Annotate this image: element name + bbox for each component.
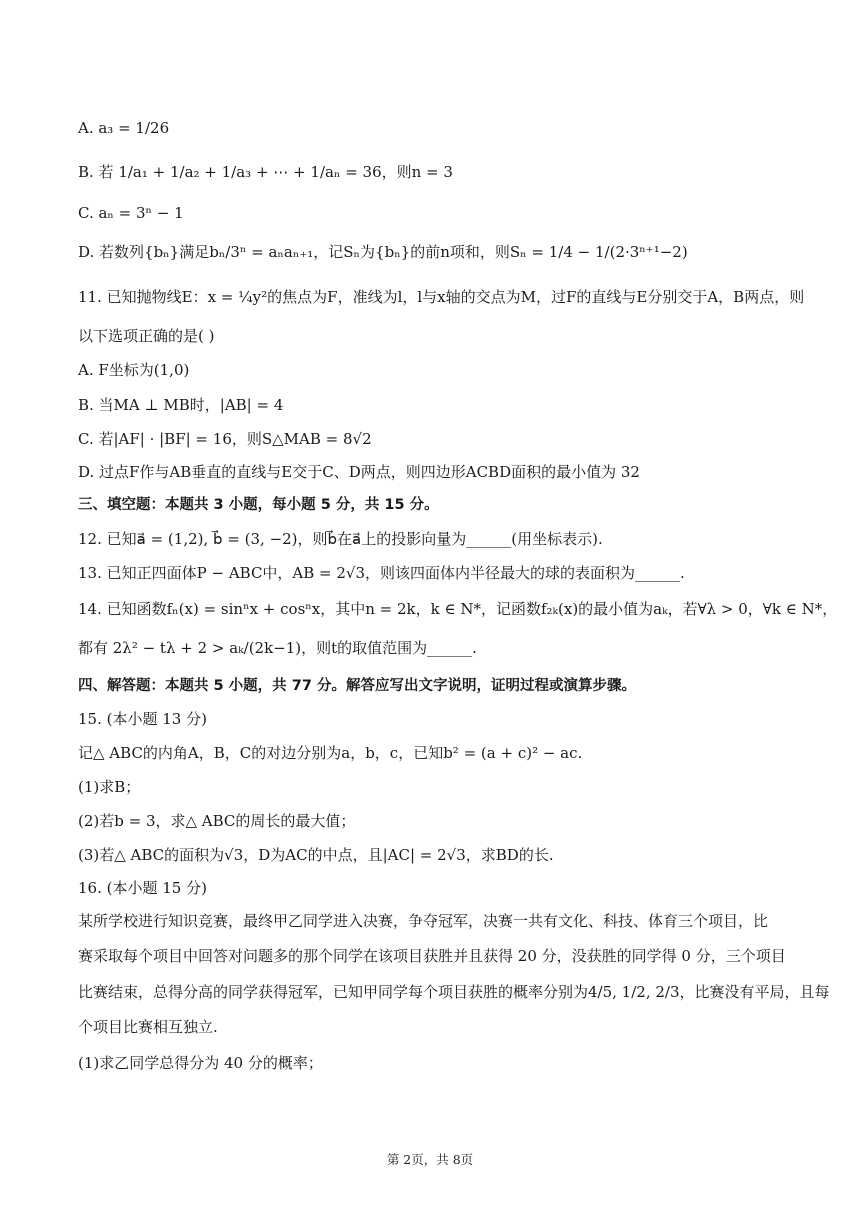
option-11c: C. 若|AF| · |BF| = 16，则S△MAB = 8√2: [78, 430, 372, 448]
question-16-stem-1: 某所学校进行知识竞赛，最终甲乙同学进入决赛，争夺冠军，决赛一共有文化、科技、体育三个项目，比: [78, 912, 769, 930]
question-12: 12. 已知a⃗ = (1,2), b⃗ = (3, −2)，则b⃗在a⃗上的投影向量为______(用坐标表示).: [78, 530, 603, 548]
option-11a: A. F坐标为(1,0): [78, 361, 190, 379]
question-14: 14. 已知函数fₙ(x) = sinⁿx + cosⁿx，其中n = 2k，k ∈ N*，记函数f₂ₖ(x)的最小值为aₖ，若∀λ > 0，∀k ∈ N*，: [78, 600, 838, 618]
question-16-stem-3: 比赛结束，总得分高的同学获得冠军，已知甲同学每个项目获胜的概率分别为4/5, 1/2, 2/3，比赛没有平局，且每: [78, 983, 830, 1001]
question-16-header: 16. (本小题 15 分): [78, 879, 207, 897]
question-15-header: 15. (本小题 13 分): [78, 710, 207, 728]
option-11d: D. 过点F作与AB垂直的直线与E交于C、D两点，则四边形ACBD面积的最小值为 32: [78, 463, 640, 481]
question-14-cont: 都有 2λ² − tλ + 2 > aₖ/(2k−1)，则t的取值范围为______.: [78, 639, 477, 657]
question-15-part2: (2)若b = 3，求△ ABC的周长的最大值；: [78, 812, 356, 830]
section-3-heading: 三、填空题：本题共 3 小题，每小题 5 分，共 15 分。: [78, 497, 439, 513]
question-11-stem-cont: 以下选项正确的是( ): [78, 327, 215, 345]
question-15-part1: (1)求B；: [78, 778, 141, 796]
question-13: 13. 已知正四面体P − ABC中，AB = 2√3，则该四面体内半径最大的球的表面积为______.: [78, 564, 685, 582]
option-11b: B. 当MA ⊥ MB时，|AB| = 4: [78, 396, 284, 414]
question-16-part1: (1)求乙同学总得分为 40 分的概率；: [78, 1054, 323, 1072]
option-10b: B. 若 1/a₁ + 1/a₂ + 1/a₃ + ⋯ + 1/aₙ = 36，则n = 3: [78, 163, 453, 181]
question-16-stem-2: 赛采取每个项目中回答对问题多的那个同学在该项目获胜并且获得 20 分，没获胜的同学得 0 分，三个项目: [78, 947, 786, 965]
section-4-heading: 四、解答题：本题共 5 小题，共 77 分。解答应写出文字说明，证明过程或演算步骤。: [78, 678, 636, 694]
question-15-stem: 记△ ABC的内角A，B，C的对边分别为a，b，c，已知b² = (a + c)² − ac.: [78, 744, 583, 762]
page-footer: 第 2页，共 8页: [386, 1152, 474, 1167]
question-11-stem: 11. 已知抛物线E：x = ¼y²的焦点为F，准线为l，l与x轴的交点为M，过F的直线与E分别交于A，B两点，则: [78, 288, 805, 306]
option-10a: A. a₃ = 1/26: [78, 119, 170, 137]
option-10d: D. 若数列{bₙ}满足bₙ/3ⁿ = aₙaₙ₊₁，记Sₙ为{bₙ}的前n项和，则Sₙ = 1/4 − 1/(2·3ⁿ⁺¹−2): [78, 243, 688, 261]
question-15-part3: (3)若△ ABC的面积为√3，D为AC的中点，且|AC| = 2√3，求BD的长.: [78, 846, 554, 864]
option-10c: C. aₙ = 3ⁿ − 1: [78, 204, 184, 222]
question-16-stem-4: 个项目比赛相互独立.: [78, 1018, 218, 1036]
